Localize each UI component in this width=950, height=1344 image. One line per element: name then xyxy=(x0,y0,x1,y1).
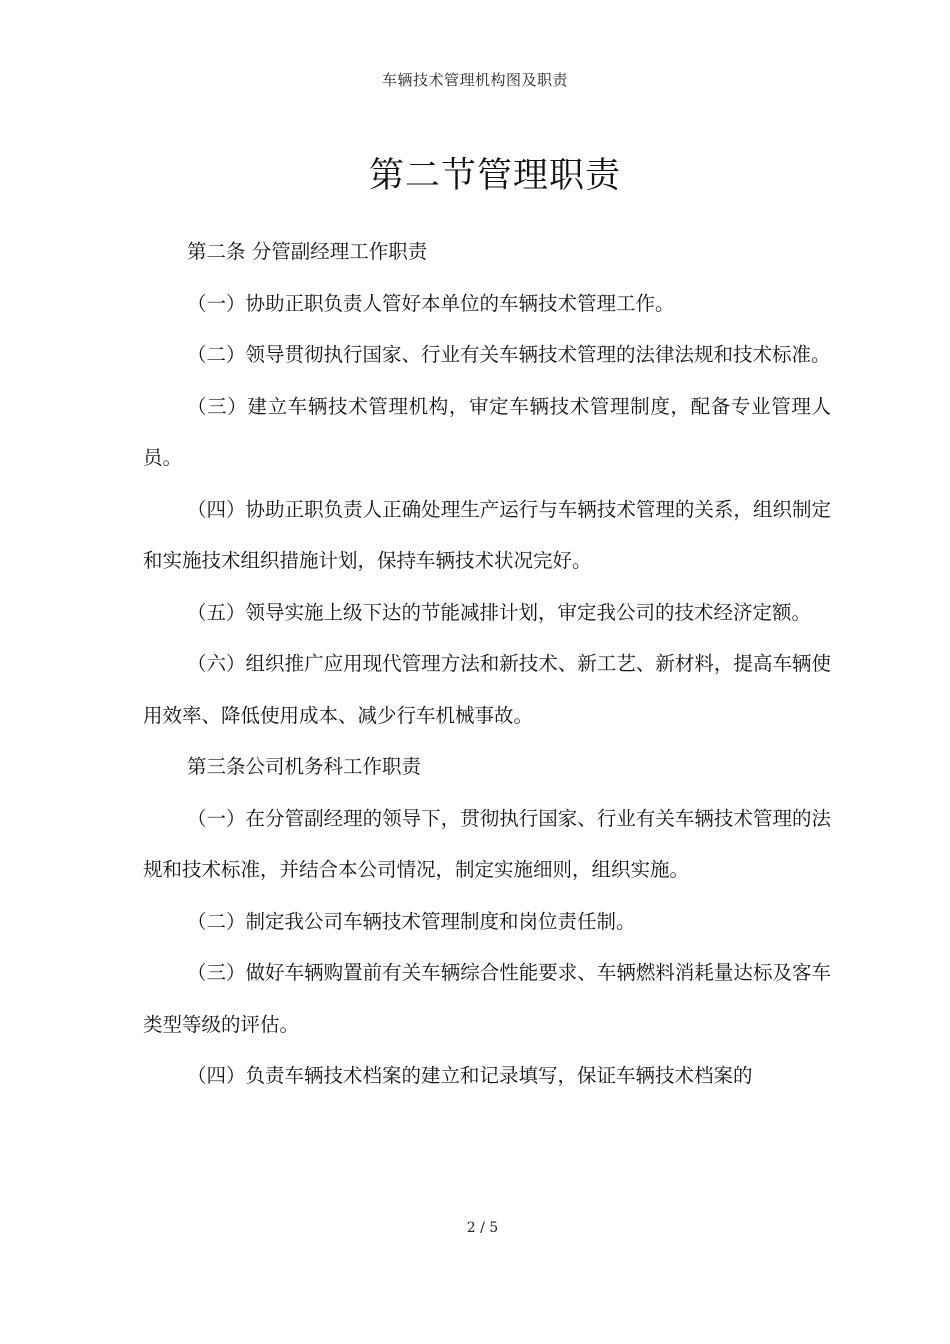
paragraph-item-6: （六）组织推广应用现代管理方法和新技术、新工艺、新材料，提高车辆使用效率、降低使用成本、减少行车机械事故。 xyxy=(143,652,831,727)
paragraph-item-1: （一）协助正职负责人管好本单位的车辆技术管理工作。 xyxy=(187,291,675,315)
paragraph-item-5: （五）领导实施上级下达的节能减排计划，审定我公司的技术经济定额。 xyxy=(187,600,812,624)
paragraph-item-4b: （四）负责车辆技术档案的建立和记录填写，保证车辆技术档案的 xyxy=(187,1064,753,1087)
running-header: 车辆技术管理机构图及职责 xyxy=(381,71,568,89)
body-text xyxy=(143,226,831,1102)
page-number: 2 / 5 xyxy=(466,1220,499,1236)
paragraph-item-2b: （二）制定我公司车辆技术管理制度和岗位责任制。 xyxy=(187,909,636,933)
section-title: 第二节管理职责 xyxy=(368,156,621,196)
paragraph-item-2: （二）领导贯彻执行国家、行业有关车辆技术管理的法律法规和技术标准。 xyxy=(187,343,831,366)
paragraph-item-3b: （三）做好车辆购置前有关车辆综合性能要求、车辆燃料消耗量达标及客车类型等级的评估。 xyxy=(143,961,831,1036)
article-heading-3: 第三条公司机务科工作职责 xyxy=(187,755,422,778)
paragraph-item-1b: （一）在分管副经理的领导下，贯彻执行国家、行业有关车辆技术管理的法规和技术标准，并结合本公司情况，制定实施细则，组织实施。 xyxy=(143,806,831,881)
paragraph-item-3: （三）建立车辆技术管理机构，审定车辆技术管理制度，配备专业管理人员。 xyxy=(143,394,831,469)
paragraph-item-4: （四）协助正职负责人正确处理生产运行与车辆技术管理的关系，组织制定和实施技术组织措施计划，保持车辆技术状况完好。 xyxy=(143,497,831,572)
article-heading-2: 第二条 分管副经理工作职责 xyxy=(187,240,428,263)
